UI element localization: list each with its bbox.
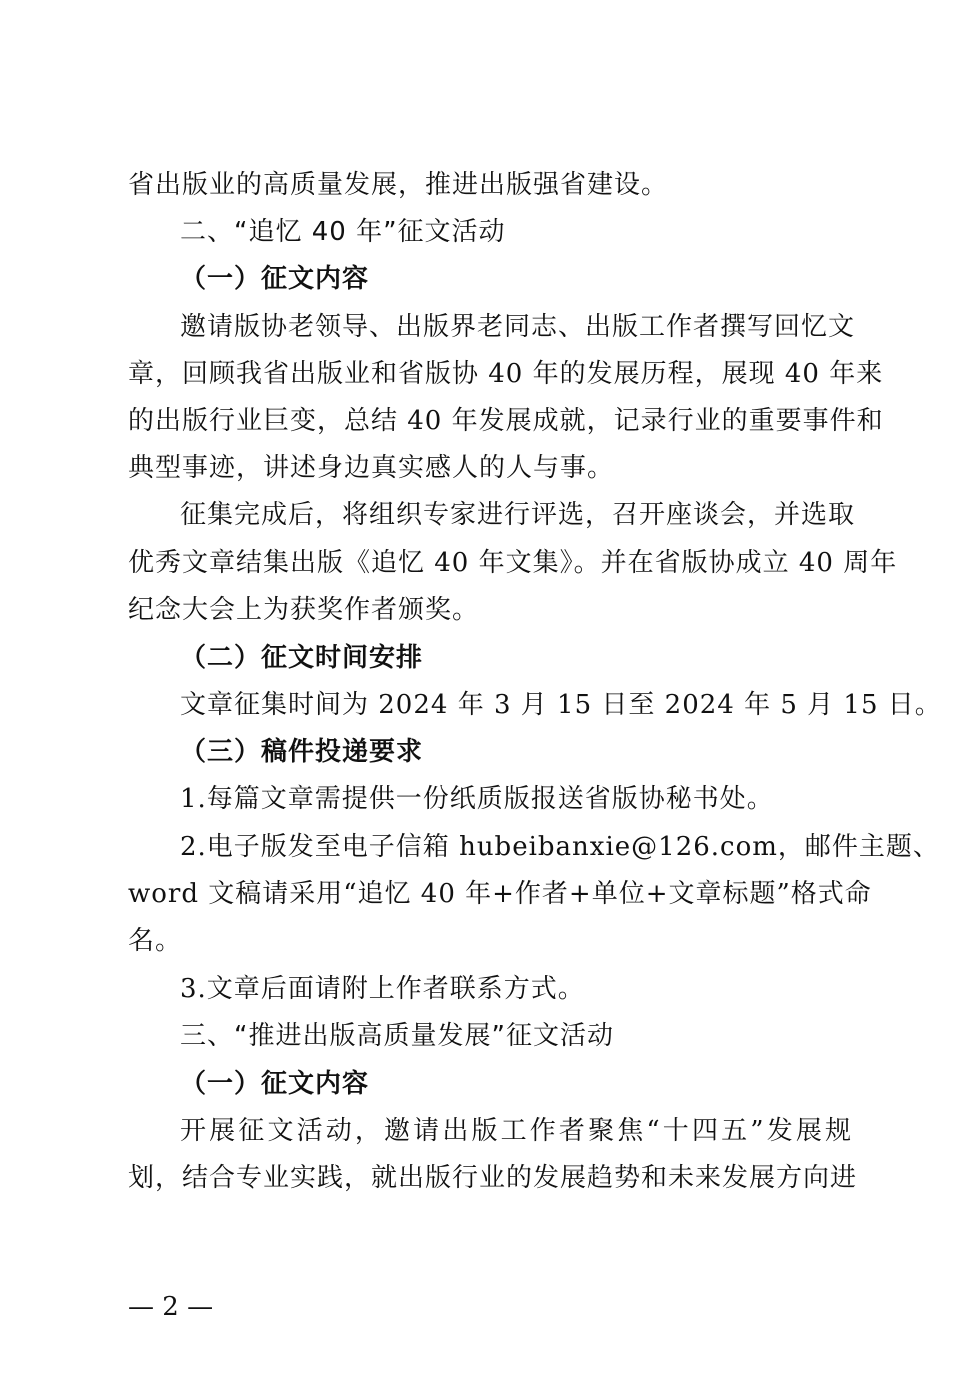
paragraph-line: 优秀文章结集出版《追忆 40 年文集》。并在省版协成立 40 周年 [128,548,898,578]
subsection-heading: （二）征文时间安排 [180,643,424,673]
paragraph-line: 开展征文活动，邀请出版工作者聚焦“十四五”发展规 [180,1116,852,1146]
paragraph-line: 典型事迹，讲述身边真实感人的人与事。 [128,453,615,483]
paragraph-line: 名。 [128,926,183,956]
subsection-heading: （一）征文内容 [180,264,370,294]
paragraph-line: 3.文章后面请附上作者联系方式。 [180,974,585,1004]
paragraph-line: 省出版业的高质量发展，推进出版强省建设。 [128,170,669,200]
paragraph-line: 征集完成后，将组织专家进行评选，召开座谈会，并选取 [180,500,856,530]
paragraph-line: 2.电子版发至电子信箱 hubeibanxie@126.com，邮件主题、 [180,832,940,862]
section-heading: 二、“追忆 40 年”征文活动 [180,217,506,247]
paragraph-line: 的出版行业巨变，总结 40 年发展成就，记录行业的重要事件和 [128,406,884,436]
subsection-heading: （三）稿件投递要求 [180,737,424,767]
paragraph-line: 纪念大会上为获奖作者颁奖。 [128,595,480,625]
paragraph-line: word 文稿请采用“追忆 40 年+作者+单位+文章标题”格式命 [128,879,872,909]
subsection-heading: （一）征文内容 [180,1069,370,1099]
paragraph-line: 文章征集时间为 2024 年 3 月 15 日至 2024 年 5 月 15 日。 [180,690,942,720]
paragraph-line: 章，回顾我省出版业和省版协 40 年的发展历程，展现 40 年来 [128,359,884,389]
paragraph-line: 1.每篇文章需提供一份纸质版报送省版协秘书处。 [180,784,774,814]
paragraph-line: 邀请版协老领导、出版界老同志、出版工作者撰写回忆文 [180,312,856,342]
paragraph-line: 划，结合专业实践，就出版行业的发展趋势和未来发展方向进 [128,1163,858,1193]
section-heading: 三、“推进出版高质量发展”征文活动 [180,1021,614,1051]
page-number: — 2 — [128,1292,214,1322]
